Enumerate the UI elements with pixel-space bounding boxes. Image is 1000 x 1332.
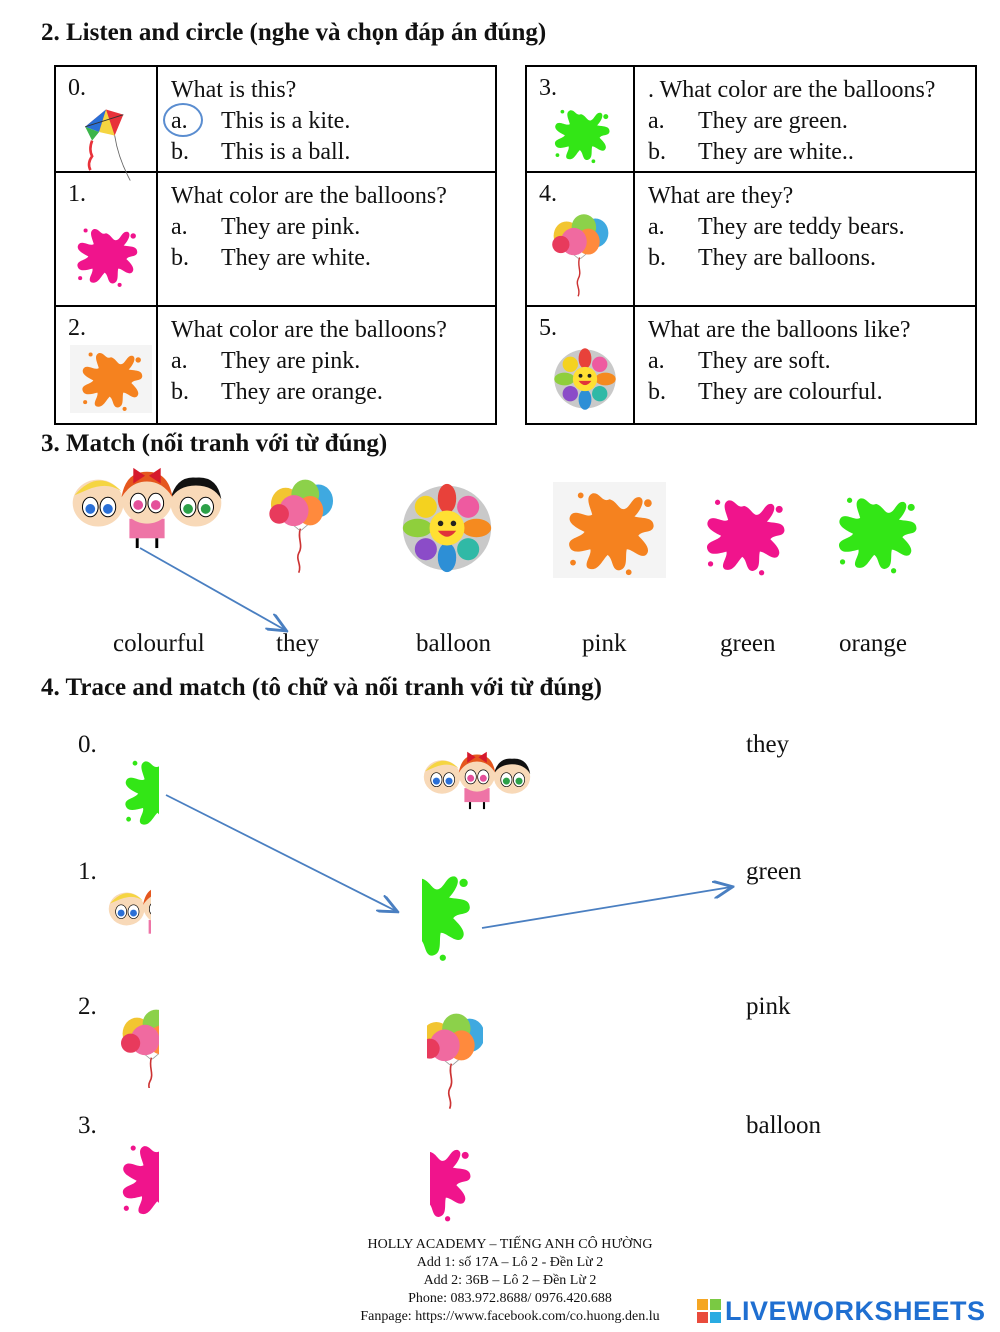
question-number: 4. (539, 181, 557, 207)
option-b-text: They are white.. (698, 139, 854, 165)
match-word-green[interactable]: green (720, 630, 776, 657)
footer-info (250, 1236, 770, 1326)
footer-link[interactable]: Fanpage: https://www.facebook.com/co.huong.den.lu (360, 1309, 660, 1324)
option-a-text: They are teddy bears. (698, 214, 905, 240)
question-text: . What color are the balloons? (648, 77, 936, 103)
option-a-letter[interactable]: a. (648, 214, 665, 240)
trace-number: 3. (78, 1112, 97, 1139)
option-b-letter[interactable]: b. (648, 379, 666, 405)
balloons-image[interactable] (258, 478, 346, 576)
question-number: 2. (68, 315, 86, 341)
question-cell-number (526, 306, 634, 424)
trace-word-green[interactable]: green (746, 858, 802, 885)
balloons-piece[interactable] (112, 1008, 159, 1088)
question-text: What is this? (171, 77, 297, 103)
match-word-colourful[interactable]: colourful (113, 630, 205, 657)
footer-line: Add 1: số 17A – Lô 2 - Đền Lừ 2 (416, 1255, 604, 1270)
flower-image[interactable] (397, 482, 497, 574)
trace-arrow-1 (166, 795, 396, 911)
option-a-letter[interactable]: a. (171, 108, 188, 134)
question-cell (157, 306, 496, 424)
girls-piece[interactable] (106, 880, 151, 940)
question-text: What are the balloons like? (648, 317, 911, 343)
pink-splat-image[interactable] (698, 490, 790, 578)
question-number: 5. (539, 315, 557, 341)
option-a-text: They are pink. (221, 348, 361, 374)
option-a-letter[interactable]: a. (171, 348, 188, 374)
pink-splat-image (68, 221, 144, 289)
green-splat-piece[interactable] (422, 860, 478, 964)
option-b-text: They are white. (221, 245, 371, 271)
liveworksheets-logo-text: LIVEWORKSHEETS (725, 1296, 986, 1326)
option-b-letter[interactable]: b. (648, 139, 666, 165)
match-word-balloon[interactable]: balloon (416, 630, 491, 657)
question-cell-number (55, 306, 157, 424)
question-number: 3. (539, 75, 557, 101)
question-text: What color are the balloons? (171, 317, 447, 343)
footer-line: Add 2: 36B – Lô 2 – Đền Lừ 2 (423, 1273, 597, 1288)
option-b-text: They are orange. (221, 379, 383, 405)
trace-word-they[interactable]: they (746, 731, 790, 758)
footer-line: HOLLY ACADEMY – TIẾNG ANH CÔ HƯỜNG (367, 1237, 653, 1252)
green-splat-piece[interactable] (106, 752, 159, 832)
option-a-letter[interactable]: a. (171, 214, 188, 240)
section-2-heading: 2. Listen and circle (nghe và chọn đáp án đúng) (41, 19, 547, 46)
option-a-letter[interactable]: a. (648, 348, 665, 374)
question-cell (634, 172, 976, 306)
option-b-letter[interactable]: b. (171, 245, 189, 271)
option-a-text: They are pink. (221, 214, 361, 240)
flower-image (549, 347, 621, 411)
option-b-letter[interactable]: b. (648, 245, 666, 271)
balloons-piece[interactable] (427, 1012, 483, 1112)
trace-arrow-2 (482, 887, 731, 928)
liveworksheets-logo-icon (697, 1299, 721, 1323)
trace-number: 0. (78, 731, 97, 758)
trace-word-pink[interactable]: pink (746, 993, 791, 1020)
green-splat-image[interactable] (822, 488, 930, 576)
option-a-text: They are green. (698, 108, 848, 134)
section-4-heading: 4. Trace and match (tô chữ và nối tranh với từ đúng) (41, 674, 602, 701)
question-cell (157, 172, 496, 306)
match-word-pink[interactable]: pink (582, 630, 627, 657)
balloons-image (545, 211, 617, 301)
option-a-text: They are soft. (698, 348, 831, 374)
trace-number: 2. (78, 993, 97, 1020)
green-splat-image (543, 103, 619, 165)
question-cell (634, 66, 976, 172)
question-table-right (525, 65, 977, 425)
option-b-text: They are balloons. (698, 245, 876, 271)
powerpuff-girls-image[interactable] (68, 462, 226, 550)
option-b-letter[interactable]: b. (171, 139, 189, 165)
question-cell (157, 66, 496, 172)
option-b-text: This is a ball. (221, 139, 351, 165)
question-text: What color are the balloons? (171, 183, 447, 209)
option-a-text: This is a kite. (221, 108, 351, 134)
trace-word-balloon[interactable]: balloon (746, 1112, 821, 1139)
question-cell (634, 306, 976, 424)
orange-splat-image[interactable] (553, 482, 666, 578)
option-b-text: They are colourful. (698, 379, 883, 405)
match-word-they[interactable]: they (276, 630, 320, 657)
question-cell-number (55, 172, 157, 306)
question-table-left (54, 65, 497, 425)
question-text: What are they? (648, 183, 794, 209)
question-cell-number (526, 66, 634, 172)
orange-splat-image (70, 345, 152, 413)
girls-piece[interactable] (421, 735, 533, 823)
match-word-orange[interactable]: orange (839, 630, 908, 657)
footer-line: Phone: 083.972.8688/ 0976.420.688 (408, 1291, 612, 1306)
pink-splat-piece[interactable] (430, 1136, 484, 1224)
question-cell-number (526, 172, 634, 306)
section-3-heading: 3. Match (nối tranh với từ đúng) (41, 430, 388, 457)
answer-circle (163, 103, 203, 137)
question-cell-number (55, 66, 157, 172)
pink-splat-piece[interactable] (112, 1136, 159, 1222)
option-b-letter[interactable]: b. (171, 379, 189, 405)
question-number: 1. (68, 181, 86, 207)
trace-number: 1. (78, 858, 97, 885)
question-number: 0. (68, 75, 86, 101)
option-a-letter[interactable]: a. (648, 108, 665, 134)
